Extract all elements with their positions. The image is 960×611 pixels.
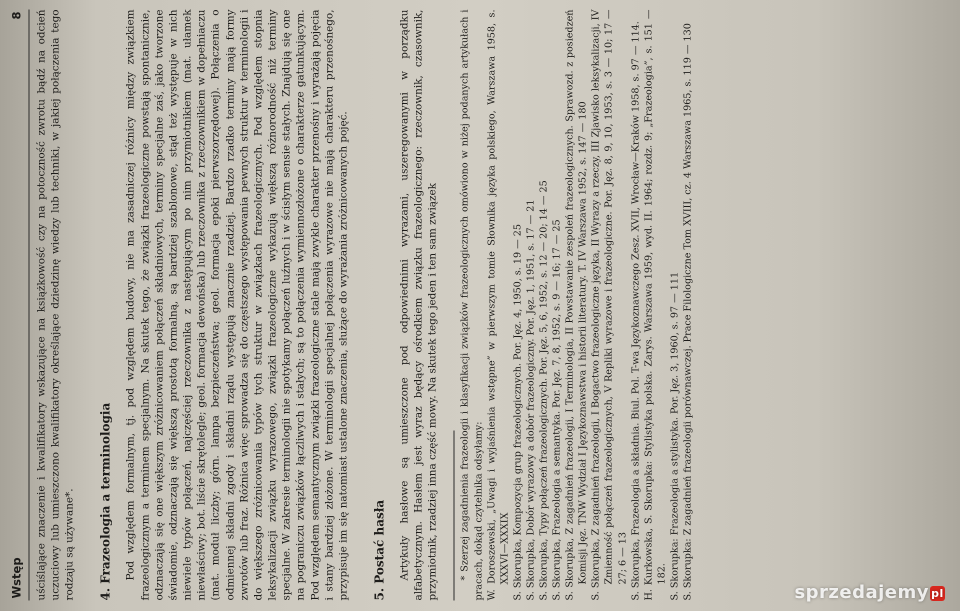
footnote-intro: * Szerzej zagadnienia frazeologii i klasyfikacji związków frazeologicznych omówiono w niżej podanych artykułach i pracach, dokąd czytelnika odsyłamy:	[459, 9, 485, 601]
section-5-paragraph: Artykuły hasłowe są umieszczone pod odpowiednimi wyrazami, uszeregowanymi w porządku alfabetycznym. Hasłem jest wyraz będący ośrodkiem związku frazeologicznego: rzeczownik, czasownik, przymiotnik, rzadziej inna część mowy. Na skutek tego jeden i ten sam związek	[398, 9, 439, 601]
intro-paragraph: uściślające znaczenie i kwalifikatory wskazujące na książkowość czy na potoczność zwrotu bądź na odcień uczuciowy lub umieszczono kwalifikatory określające dziedzinę wiedzy lub techniki, w jakiej połączenia tego rodzaju są używane*.	[35, 9, 76, 601]
reference-item: S. Skorupka, Kompozycja grup frazeologicznych. Por. Jęz. 4, 1950, s. 19 — 25	[512, 223, 524, 601]
reference-item: S. Skorupka, Frazeologia a składnia. Biul. Pol. T-wa Językoznawczego Zesz. XVII, Wrocław—Kraków 1958, s. 97 — 114.	[630, 21, 642, 601]
reference-item: S. Skorupka, Typy połączeń frazeologicznych. Por. Jęz. 5, 6, 1952, s. 12 — 20; 14 — 25	[538, 180, 550, 601]
reference-item: H. Kurkowska, S. Skorupka: Stylistyka polska. Zarys. Warszawa 1959, wyd. II. 1964; rozdz. 9; „Frazeologia”, s. 151 — 182.	[643, 9, 668, 601]
section-4-paragraph: Pod względem formalnym, tj. pod względem budowy, nie ma zasadniczej różnicy między związkiem frazeologicznym a terminem specjalnym. Na skutek tego, że związki frazeologiczne powstają spontanicznie, odznaczają się one większym zróżnicowaniem połączeń składniowych, terminy specjalne zaś, jako tworzone świadomie, odznaczają się większą prostotą formalną, są bardziej szablonowe, stąd też występuje w nich niewiele typów połączeń, najczęściej rzeczownika z następującym po nim przymiotnikiem (mat. ułamek niewłaściwy; bot. liście skrętolegle; geol. formacja dewońska) lub rzeczownika z rzeczownikiem w dopełniaczu (mat. moduł liczby; górn. lampa bezpieczeństwa; geol. formacja epoki pierwszorzędowej). Połączenia o odmiennej składni zgody i składni rządu występują znacznie rzadziej. Bardzo rzadko terminy mają formy zwrotów lub fraz. Różnica więc sprowadza się do częstszego występowania pewnych struktur w terminologii i do większego zróżnicowania typów tych struktur w związkach frazeologicznych. Pod względem stopnia leksykalizacji związku wyrazowego, związki frazeologiczne wykazują większą różnorodność niż terminy specjalne. W zakresie terminologii nie spotykamy połączeń luźnych i w ścisłym sensie stałych. Znajdują się one na pograniczu związków łączliwych i stałych; są to połączenia wymiennozłożone o charakterze gatunkującym. Pod względem semantycznym związki frazeologiczne stale mają zwykle charakter przenośny i wyrażają pojęcia i stany bardziej złożone. W terminologii specjalnej połączenia wyrazowe nie mają charakteru przenośnego, przypisuje im się natomiast ustalone znaczenia, służące do wyrażania zróżnicowanych pojęć.	[124, 9, 350, 601]
section-5-heading: 5. Postać hasła	[372, 499, 387, 601]
footnote	[459, 10, 695, 601]
reference-item: S. Skorupka, Frazeologia a semantyka. Por. Jęz. 7, 8, 1952, s. 9 — 16; 17 — 25	[551, 219, 563, 601]
reference-item: S. Skorupka: Frazeologia a stylistyka. Por. Jęz. 3, 1960, s. 97 — 111	[669, 271, 681, 601]
reference-item: S. Skorupka, Z zagadnień frazeologii, I Bogactwo frazeologiczne języka, II Wyrazy a rzeczy, III Zjawisko leksykalizacji, IV Zmienność połączeń frazeologicznych, V Repliki wyrazowe i frazeologiczne. Por. Jęz. 8, 9, 10, 1953, s. 3 — 10; 17 — 27; 6 — 13	[590, 9, 629, 601]
reference-item: S. Skorupka, Z zagadnień frazeologii, I Terminologia, II Powstawanie zespoleń frazeologicznych. Sprawozd. z posiedzeń Komisji Jęz. TNW Wydział I Językoznawstwa i historii literatury. T. IV Warszawa 1952, s. 147 — 180	[564, 9, 589, 601]
section-4-heading: 4. Frazeologia a terminologia	[98, 402, 113, 601]
reference-item: W. Doroszewski, „Uwagi i wyjaśnienia wstępne” w pierwszym tomie Słownika języka polskiego, Warszawa 1958, s. XXXVI—XXXIX	[486, 9, 511, 601]
page-number: 8	[9, 11, 24, 20]
watermark-text: sprzedajemy	[794, 582, 929, 603]
reference-list	[485, 10, 695, 601]
book-page	[9, 10, 953, 601]
watermark-badge: pl	[931, 586, 944, 600]
page-header	[9, 10, 30, 601]
running-head: Wstęp	[9, 557, 24, 599]
footnote-rule	[454, 431, 455, 601]
watermark-logo	[794, 582, 946, 603]
reference-item: S. Skorupka, Dobór wyrazowy a dobór frazeologiczny. Por. Jęz. 1, 1951, s. 17 — 21	[525, 199, 537, 601]
reference-item: S. Skorupka: Z zagadnień frazeologii porównawczej. Prace Filologiczne Tom XVIII, cz. 4 Warszawa 1965, s. 119 — 130	[682, 23, 694, 601]
